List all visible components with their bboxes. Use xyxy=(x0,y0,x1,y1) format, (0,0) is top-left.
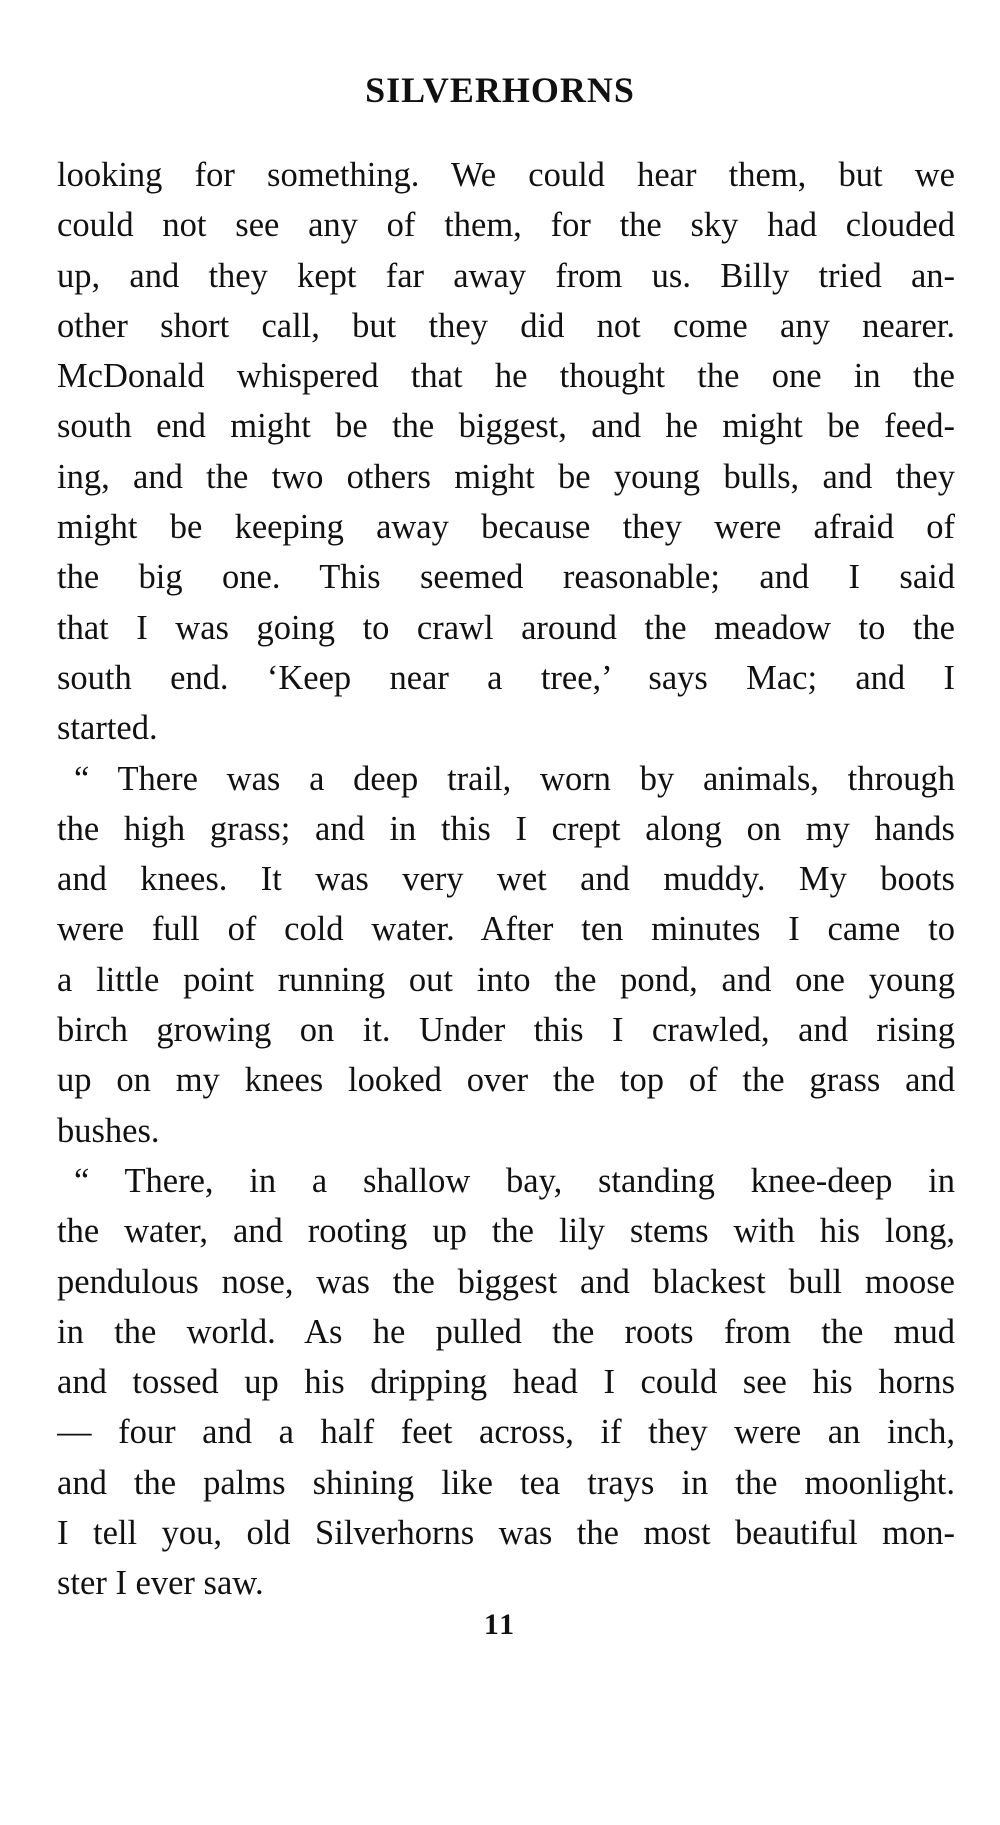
text-line: “ There, in a shallow bay, standing knee-deep in xyxy=(74,1161,955,1200)
text-line: that I was going to crawl around the meadow to the xyxy=(57,608,955,647)
text-line: the high grass; and in this I crept along on my hands xyxy=(57,809,955,848)
text-line: up on my knees looked over the top of the grass and xyxy=(57,1061,955,1100)
text-line: started. xyxy=(57,709,158,748)
text-line: in the world. As he pulled the roots from the mud xyxy=(57,1312,955,1351)
text-line: I tell you, old Silverhorns was the most beautiful mon- xyxy=(57,1514,955,1553)
body-text xyxy=(57,150,955,1609)
text-line: the big one. This seemed reasonable; and I said xyxy=(57,558,955,597)
text-line: bushes. xyxy=(57,1111,160,1150)
text-line: and the palms shining like tea trays in the moonlight. xyxy=(57,1463,955,1502)
text-line: ster I ever saw. xyxy=(57,1564,264,1603)
text-line: and tossed up his dripping head I could see his horns xyxy=(57,1363,955,1402)
paragraph-3 xyxy=(57,1156,955,1609)
paragraph-1 xyxy=(57,150,955,754)
running-head: SILVERHORNS xyxy=(365,70,635,110)
text-line: ing, and the two others might be young bulls, and they xyxy=(57,457,955,496)
text-line: were full of cold water. After ten minutes I came to xyxy=(57,910,955,949)
text-line: looking for something. We could hear them, but we xyxy=(57,156,955,194)
page-number: 11 xyxy=(483,1608,517,1641)
text-line: pendulous nose, was the biggest and blackest bull moose xyxy=(57,1262,955,1301)
text-line: up, and they kept far away from us. Billy tried an- xyxy=(57,256,955,295)
text-line: — four and a half feet across, if they were an inch, xyxy=(57,1413,955,1452)
text-line: McDonald whispered that he thought the one in the xyxy=(57,357,955,396)
text-line: south end. ‘Keep near a tree,’ says Mac; and I xyxy=(57,658,955,697)
text-line: could not see any of them, for the sky had clouded xyxy=(57,206,955,245)
text-line: might be keeping away because they were afraid of xyxy=(57,508,955,547)
paragraph-2 xyxy=(57,754,955,1156)
text-line: the water, and rooting up the lily stems with his long, xyxy=(57,1212,955,1251)
text-line: birch growing on it. Under this I crawled, and rising xyxy=(57,1011,955,1050)
text-line: “ There was a deep trail, worn by animals, through xyxy=(74,759,955,798)
text-line: other short call, but they did not come any nearer. xyxy=(57,306,955,345)
text-line: south end might be the biggest, and he might be feed- xyxy=(57,407,955,446)
text-line: and knees. It was very wet and muddy. My boots xyxy=(57,860,955,899)
text-line: a little point running out into the pond, and one young xyxy=(57,960,955,999)
